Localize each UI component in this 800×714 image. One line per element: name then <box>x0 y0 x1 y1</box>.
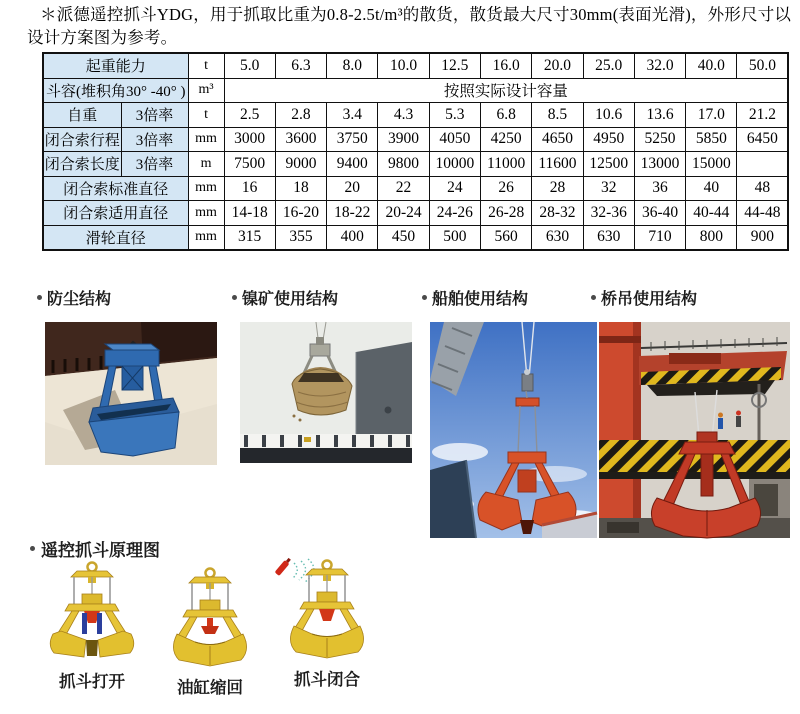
photo-caption <box>422 286 528 309</box>
photo-caption-text: 桥吊使用结构 <box>601 291 698 308</box>
value-cell: 6.3 <box>275 53 326 78</box>
value-cell: 355 <box>275 225 326 250</box>
grab-closed-diagram <box>272 558 382 658</box>
value-cell: 11000 <box>481 152 532 177</box>
bullet-dot-icon <box>422 295 427 300</box>
value-cell: 710 <box>634 225 685 250</box>
spec-row <box>43 176 788 201</box>
principle-step-close <box>267 558 387 690</box>
value-cell: 5.0 <box>224 53 275 78</box>
row-label: 起重能力 <box>43 53 188 78</box>
value-cell: 6450 <box>737 127 788 152</box>
ship-use-structure-photo <box>430 322 597 538</box>
value-cell: 500 <box>429 225 480 250</box>
bullet-dot-icon <box>232 295 237 300</box>
value-cell: 630 <box>583 225 634 250</box>
unit-cell: t <box>188 53 224 78</box>
value-cell: 3000 <box>224 127 275 152</box>
value-cell: 44-48 <box>737 201 788 226</box>
value-cell: 13000 <box>634 152 685 177</box>
value-cell: 9400 <box>327 152 378 177</box>
value-cell: 20-24 <box>378 201 429 226</box>
value-cell: 10.6 <box>583 103 634 128</box>
photo-caption-text: 防尘结构 <box>47 291 112 308</box>
value-cell: 14-18 <box>224 201 275 226</box>
photo-card-nickel-ore <box>240 291 412 463</box>
merged-value-cell: 按照实际设计容量 <box>224 78 788 103</box>
unit-cell: m <box>188 152 224 177</box>
value-cell: 48 <box>737 176 788 201</box>
row-sublabel: 3倍率 <box>121 127 188 152</box>
grab-open-diagram <box>37 560 147 660</box>
value-cell: 3600 <box>275 127 326 152</box>
value-cell: 32.0 <box>634 53 685 78</box>
value-cell: 3900 <box>378 127 429 152</box>
row-label: 闭合索适用直径 <box>43 201 188 226</box>
step-label: 油缸缩回 <box>177 679 243 697</box>
bullet-dot-icon <box>30 546 35 551</box>
value-cell: 16 <box>224 176 275 201</box>
value-cell: 900 <box>737 225 788 250</box>
value-cell: 4050 <box>429 127 480 152</box>
spec-row <box>43 152 788 177</box>
remote-control-icon <box>275 557 292 576</box>
unit-cell: t <box>188 103 224 128</box>
value-cell: 3750 <box>327 127 378 152</box>
row-sublabel: 3倍率 <box>121 152 188 177</box>
value-cell: 18 <box>275 176 326 201</box>
value-cell: 17.0 <box>686 103 737 128</box>
value-cell: 450 <box>378 225 429 250</box>
spec-table-body <box>43 53 788 250</box>
value-cell: 5250 <box>634 127 685 152</box>
unit-cell: m³ <box>188 78 224 103</box>
value-cell: 26 <box>481 176 532 201</box>
photo-card-ship-use <box>430 291 597 538</box>
value-cell: 26-28 <box>481 201 532 226</box>
value-cell: 32-36 <box>583 201 634 226</box>
value-cell: 9000 <box>275 152 326 177</box>
value-cell: 4950 <box>583 127 634 152</box>
spec-row <box>43 201 788 226</box>
spec-table <box>42 52 789 251</box>
value-cell: 400 <box>327 225 378 250</box>
intro-paragraph: ＊派德遥控抓斗YDG，用于抓取比重为0.8-2.5t/m³的散货，散货最大尺寸30mm(表面光滑)，外形尺寸以设计方案图为参考。 <box>27 5 792 47</box>
step-label: 抓斗闭合 <box>294 671 360 689</box>
row-label: 闭合索长度 <box>43 152 121 177</box>
value-cell: 24-26 <box>429 201 480 226</box>
value-cell: 3.4 <box>327 103 378 128</box>
spec-row <box>43 103 788 128</box>
value-cell: 21.2 <box>737 103 788 128</box>
cylinder-retracted-diagram <box>155 566 265 666</box>
value-cell: 5850 <box>686 127 737 152</box>
principle-section-title <box>30 536 160 561</box>
photo-caption <box>37 286 111 309</box>
value-cell: 36-40 <box>634 201 685 226</box>
spec-row <box>43 127 788 152</box>
photo-caption-text: 镍矿使用结构 <box>242 291 339 308</box>
value-cell: 8.5 <box>532 103 583 128</box>
value-cell: 630 <box>532 225 583 250</box>
value-cell: 6.8 <box>481 103 532 128</box>
value-cell: 28 <box>532 176 583 201</box>
spec-row <box>43 53 788 78</box>
value-cell: 28-32 <box>532 201 583 226</box>
value-cell: 10000 <box>429 152 480 177</box>
value-cell: 40-44 <box>686 201 737 226</box>
value-cell: 560 <box>481 225 532 250</box>
value-cell: 4250 <box>481 127 532 152</box>
value-cell: 32 <box>583 176 634 201</box>
value-cell: 36 <box>634 176 685 201</box>
principle-title-text: 遥控抓斗原理图 <box>41 541 160 560</box>
value-cell: 4.3 <box>378 103 429 128</box>
value-cell: 12500 <box>583 152 634 177</box>
value-cell: 800 <box>686 225 737 250</box>
principle-step-retract <box>150 566 270 698</box>
row-label: 斗容(堆积角30° -40° ) <box>43 78 188 103</box>
value-cell: 10.0 <box>378 53 429 78</box>
value-cell: 50.0 <box>737 53 788 78</box>
bullet-dot-icon <box>37 295 42 300</box>
value-cell: 12.5 <box>429 53 480 78</box>
value-cell: 22 <box>378 176 429 201</box>
row-sublabel: 3倍率 <box>121 103 188 128</box>
value-cell: 2.8 <box>275 103 326 128</box>
photo-card-bridge-crane <box>599 291 790 538</box>
value-cell: 2.5 <box>224 103 275 128</box>
unit-cell: mm <box>188 127 224 152</box>
photo-caption <box>232 286 338 309</box>
value-cell: 40.0 <box>686 53 737 78</box>
value-cell: 40 <box>686 176 737 201</box>
dustproof-structure-photo <box>45 322 217 465</box>
step-label: 抓斗打开 <box>59 673 125 691</box>
value-cell: 9800 <box>378 152 429 177</box>
value-cell: 8.0 <box>327 53 378 78</box>
value-cell: 25.0 <box>583 53 634 78</box>
spec-row <box>43 78 788 103</box>
spec-row <box>43 225 788 250</box>
photo-card-dustproof <box>45 291 217 465</box>
bullet-dot-icon <box>591 295 596 300</box>
value-cell: 315 <box>224 225 275 250</box>
photo-caption <box>591 286 697 309</box>
unit-cell: mm <box>188 201 224 226</box>
unit-cell: mm <box>188 176 224 201</box>
value-cell: 15000 <box>686 152 737 177</box>
row-label: 闭合索行程 <box>43 127 121 152</box>
row-label: 滑轮直径 <box>43 225 188 250</box>
value-cell: 16.0 <box>481 53 532 78</box>
photo-caption-text: 船舶使用结构 <box>432 291 529 308</box>
bridge-crane-structure-photo <box>599 322 790 538</box>
value-cell: 18-22 <box>327 201 378 226</box>
value-cell: 7500 <box>224 152 275 177</box>
value-cell: 20 <box>327 176 378 201</box>
value-cell: 4650 <box>532 127 583 152</box>
row-label: 闭合索标准直径 <box>43 176 188 201</box>
value-cell: 16-20 <box>275 201 326 226</box>
nickel-ore-structure-photo <box>240 322 412 463</box>
value-cell: 13.6 <box>634 103 685 128</box>
row-label: 自重 <box>43 103 121 128</box>
value-cell <box>737 152 788 177</box>
value-cell: 20.0 <box>532 53 583 78</box>
value-cell: 11600 <box>532 152 583 177</box>
value-cell: 24 <box>429 176 480 201</box>
principle-step-open <box>32 560 152 692</box>
value-cell: 5.3 <box>429 103 480 128</box>
unit-cell: mm <box>188 225 224 250</box>
